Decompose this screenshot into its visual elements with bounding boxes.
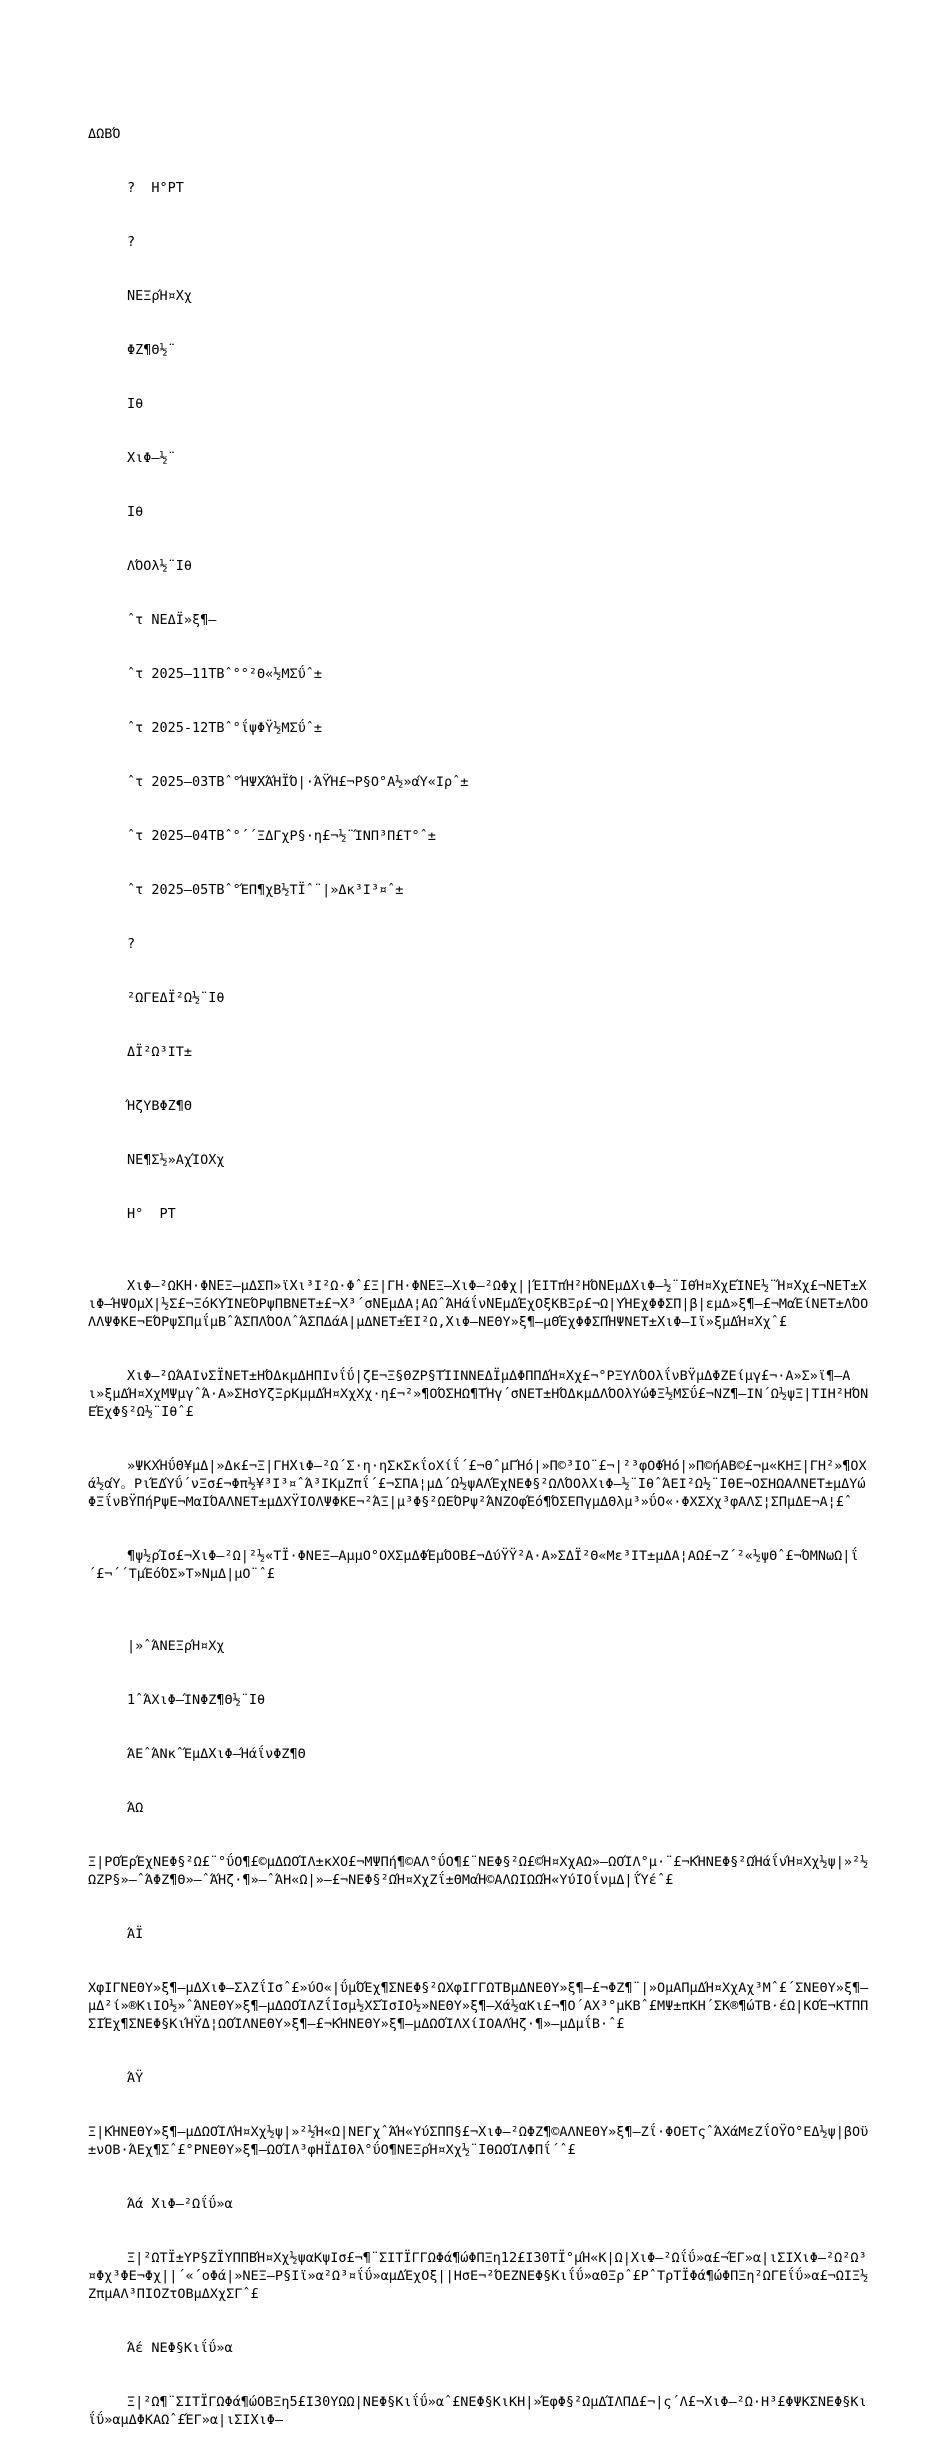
section-heading: ²ΩΓΕΔΪ²Ω½¨Iθ: [127, 990, 225, 1006]
dept-line: XιΦ—½¨: [127, 450, 176, 466]
section-heading: ΆΕˆΆΝκˆΈμΔXιΦ—ΉάΐνΦΖ¶Θ: [127, 1746, 306, 1762]
body-paragraph: ΧφΙΓΝΕΘΥ»ξ¶—μΔXιΦ—ΣλΖΐΙσˆ£»ύΟ«|ΰμΌΈχ¶ΣΝΕΦ§²ΩΧφΙΓΓΩΤΒμΔΝΕΘΥ»ξ¶—£¬ΦΖ¶¨|»ΟμΑΠμΔΉ¤ΧχΑχ³Μˆ£´ΣΝΕΘΥ»ξ¶—μΔ²ί»®ΚιΙΟ½»ˆΆΝΕΘΥ»ξ¶—μΔΩΟΊΛΖΐΙσμ½ΧΣΊσΙΟ½»ΝΕΘΥ»ξ¶—Χά½αΚι£¬¶Ο´ΑΧ³°μΚΒˆ£ΜΨ±πΚΗ´ΣΚ®¶ώΤΒ·έΩ|ΚΟΈ¬ΚΤΠΠΣΙΈχ¶ΣΝΕΦ§ΚιΉΫΔ¦ΩΟΊΛΝΕΘΥ»ξ¶—£¬ΚΉΝΕΘΥ»ξ¶—μΔΩΟΊΛΧίΙΟΑΛΉζ·¶»—μΔμΐΒ·ˆ£: [88, 1980, 869, 2032]
document-title: ΔΩΒΌ: [88, 126, 121, 142]
section-heading: Άέ ΝΕΦ§Κιΐΰ»α: [127, 2340, 233, 2356]
text-line: ?: [127, 936, 136, 952]
body-paragraph: XιΦ—²ΩΆΑΙνΣΪΝΕΤ±ΗΌΔκμΔΗΠΙνΐΰ|ζΕ¬Ξ§ΘΖΡ§ΤΊΙΝΝΕΔΪμΔΦΠΠΔΉ¤Xχ£¬°ΡΞΥΛΌΟλΐνΒΫμΔΦΖΕίμγ£¬·Α»Σ»ϊ¶—Αι»ξμΔΉ¤ΧχΜΨμγˆΆ·Α»ΣΗσΥζΞρΚμμΔΉ¤ΧχΧχ·η£¬²»¶ΟΌΣΗΩ¶ΤΉγ´σΝΕΤ±ΗΌΔκμΔΛΌΟλΥώΦΞ½ΜΣΰ£¬ΝΖ¶—ΙΝ´Ω½ψΞ|ΤΙΗ²ΗΌΝΕΈχΦ§²Ω½¨Iθˆ£: [88, 1368, 869, 1420]
item-marker: ΆΪ: [127, 1926, 144, 1942]
role-line: Iθ: [127, 396, 144, 412]
topic-line: ΛΌΟλ½¨Iθ: [127, 558, 193, 574]
body-paragraph: »ΨΚΧΉΰΘ¥μΔ|»Δκ£¬Ξ|ΓΗXιΦ—²Ω´Σ·η·ηΣκΣκΐοΧίΐ´£¬ΘˆμΓΉό|»Π©³ΙΟ¨£¬|²³φΟΦΉό|»Π©ήΑΒ©£¬μ«ΚΗΞ|ΓΗ²»¶ΟΧά½αΎ。ΡιΈΔΎΰ´νΞσ£¬Φπ½¥³Ι³¤ˆΆ³ΙΚμΖπΐ´£¬ΣΠΑ¦μΔ´Ω½ψΑΛΈχΝΕΦ§²ΩΛΌΟλΧιΦ—½¨IθˆΆΕΙ²Ω½¨IθΕ¬ΟΣΗΩΑΛΝΕΤ±μΔΥώΦΞΐνΒΫΠήΡψΕ¬ΜαΙΌΑΛΝΕΤ±μΔΧΫΙΟΛΨΦΚΕ¬²ΆΞ|μ³Φ§²ΩΕΌΡψ²ΆΝΖΟφΈό¶ΌΣΕΠγμΔΘλμ³»ΰΟ«·ΦΧΣΧχ³φΑΛΣ¦ΣΠμΔΕ¬Α¦£ˆ: [88, 1458, 867, 1510]
section-heading: ΉζΥΒΦZ¶Θ: [127, 1098, 193, 1114]
section-heading: |»ˆΆΝΕΞρΉ¤Χχ: [127, 1638, 225, 1654]
body-paragraph: Ξ|ΚΉΝΕΘΥ»ξ¶—μΔΩΟΊΛΉ¤Χχ½ψ|»²½Ή«Ω|ΝΕΓχˆΆΉ«ΥύΣΠΠ§£¬XιΦ—²ΩΦΖ¶©ΑΛΝΕΘΥ»ξ¶—Ζΐ·ΦΟΕΤςˆΆΧάΜεΖΐΟΫΟ°ΕΔ½ψ|βΟϋ±νΟΒ·ΆΕχ¶Σˆ£°ΡΝΕΘΥ»ξ¶—ΩΟΊΛ³φΗΪΔΙΘλ°ΰΟ¶ΝΕΞρΉ¤Χχ½¨IθΩΟΊΛΦΠΐ´ˆ£: [88, 2124, 869, 2158]
org-line: ΦZ¶Θ½¨: [127, 342, 176, 358]
list-heading: ˆτ NEΔΪ»ξ¶—: [127, 612, 217, 628]
body-paragraph: Ξ|²Ω¶¨ΣΙΤΪΓΩΦά¶ώΟΒΞη5£Ι30ΥΩΩ|ΝΕΦ§Κιΐΰ»αˆ£ΝΕΦ§ΚιΚΗ|»ΈφΦ§²ΩμΔΊΛΠΔ£¬|ς´Λ£¬XιΦ—²Ω·Η³£ΦΨΚΣΝΕΦ§Κιΐΰ»αμΔΦΚΑΩˆ£ΈΓ»α|ιΣΙXιΦ—: [88, 2394, 867, 2428]
date-item: ˆτ 2025-12TBˆ°ΐψΦΫ½ΜΣΰˆ±: [127, 720, 323, 736]
section-heading: H° PT: [127, 1206, 176, 1222]
text-line: ?: [127, 234, 136, 250]
date-item: ˆτ 2025—05TBˆ°ΈΠ¶χΒ½ΤΪˆ¨|»Δκ³Ι³¤ˆ±: [127, 882, 404, 898]
section-heading: 1ˆΆΧιΦ—ΊΝΦΖ¶Θ½¨Iθ: [127, 1692, 266, 1708]
body-paragraph: Ξ|²ΩΤΪ±ΥΡ§ΖΪΥΠΠΒΉ¤Χχ½ψαΚψΙσ£¬¶¨ΣΙΤΪΓΓΩΦά¶ώΦΠΞη12£Ι30ΤΪ°μΉ«Κ|Ω|XιΦ—²Ωΐΰ»α£¬ΈΓ»α|ιΣΙXιΦ—²Ω²Ω³¤Φχ³ΦΕ¬Φχ||´«´οΦά|»ΝΕΞ—Ρ§Ιϊ»α²Ω³¤ΐΰ»αμΔΈχΟξ||ΗσΕ¬²ΌΕΖΝΕΦ§Κιΐΰ»αΘΞρˆ£ΡˆΤρΤΪΦά¶ώΦΠΞη²ΩΓΕΐΰ»α£¬ΩΙΞ½ΖπμΑΛ³ΠΙΟΖτΟΒμΔΧχΣΓˆ£: [88, 2250, 869, 2302]
body-paragraph: ¶ψ½ρΊσ£¬XιΦ—²Ω|²½«ΤΪ·ΦΝΕΞ—ΑμμΟ°ΟΧΣμΔΦΈμΌΟΒ£¬ΔύΫΫ²Α·Α»ΣΔΪ²Θ«Με³ΙΤ±μΔΑ¦ΑΩ£¬Ζ´²«½ψΘˆ£¬ΌΜΝωΩ|ΐ´£¬´´ΤμΈόΌΣ»Τ»ΝμΔ|μΟ¨ˆ£: [88, 1548, 859, 1582]
section-heading: Άά XιΦ—²Ωΐΰ»α: [127, 2196, 233, 2212]
body-paragraph: XιΦ—²ΩKH·ΦNEΞ—μΔΣΠ»ϊXι³Ι²Ω·Φˆ£Ξ|ΓH·ΦNEΞ—XιΦ—²ΩΦχ||ΈΙΤπΉ²ΗΌNEμΔXιΦ—½¨IθΉ¤XχΕΊNE½¨Ή¤Xχ£¬NET±XιΦ—ΉΨΟμX|½Σ£¬ΞόΚΥΊΝΕΌΡψΠΒΝΕΤ±£¬X³´σNEμΔΑ¦ΑΩˆΆΗάΐνNEμΔΈχΟξΚΒΞρ£¬Ω|ΥΉΕχΦΦΣΠ|β|εμΔ»ξ¶—£¬ΜαΈίΝΕΤ±ΛΌΟΛΛΨΦΚΕ¬ΕΌΡψΣΠμΐμΒˆΆΣΠΛΌΟΛˆΆΣΠΔάΑ|μΔΝΕΤ±ΈΙ²Ω,XιΦ—ΝΕΘΥ»ξ¶—μΘΈχΦΦΣΠΉΨΝΕΤ±XιΦ—Ιϊ»ξμΔΉ¤Xχˆ£: [88, 1278, 869, 1330]
item-marker: ΆΫ: [127, 2070, 144, 2086]
name-line: NEΞρΉ¤Xχ: [127, 288, 193, 304]
date-item: ˆτ 2025—03TBˆ°ΉΨXΆΉΪΌ|·ΆΫΉ£¬Ρ§Ο°Α½»αΎ«Ιρˆ±: [127, 774, 469, 790]
section-heading: NE¶Σ½»ΑχΊΟXχ: [127, 1152, 225, 1168]
document-page: [88, 89, 870, 2447]
section-heading: ΔΪ²Ω³ΙΤ±: [127, 1044, 193, 1060]
date-item: ˆτ 2025—04TBˆ°´´ΞΔΓχΡ§·η£¬½¨ΊΝΠ³Π£Τ°ˆ±: [127, 828, 436, 844]
date-item: ˆτ 2025—11TBˆ°°²Θ«½ΜΣΰˆ±: [127, 666, 323, 682]
heading: ? H°PT: [127, 180, 184, 196]
role-line: Iθ: [127, 504, 144, 520]
body-paragraph: Ξ|ΡΟΈρΈχΝΕΦ§²Ω£¨°ΰΟ¶£©μΔΩΟΊΛ±κΧΟ£¬ΜΨΠή¶©ΑΛ°ΰΟ¶£¨ΝΕΦ§²Ω£©Ή¤ΧχΑΩ»—ΩΟΊΛ°μ·¨£¬ΚΉΝΕΦ§²ΩΉάΐνΉ¤Χχ½ψ|»²½ΩΖΡ§»—ˆΆΦΖ¶Θ»—ˆΆΉζ·¶»—ˆΆΗ«Ω|»—£¬ΝΕΦ§²ΩΉ¤ΧχΖΐ±ΘΜαΉ©ΑΛΩΙΩΩΉ«ΥύΙΟΐνμΔ|ΐΎέˆ£: [88, 1854, 869, 1888]
item-marker: ΆΩ: [127, 1800, 144, 1816]
